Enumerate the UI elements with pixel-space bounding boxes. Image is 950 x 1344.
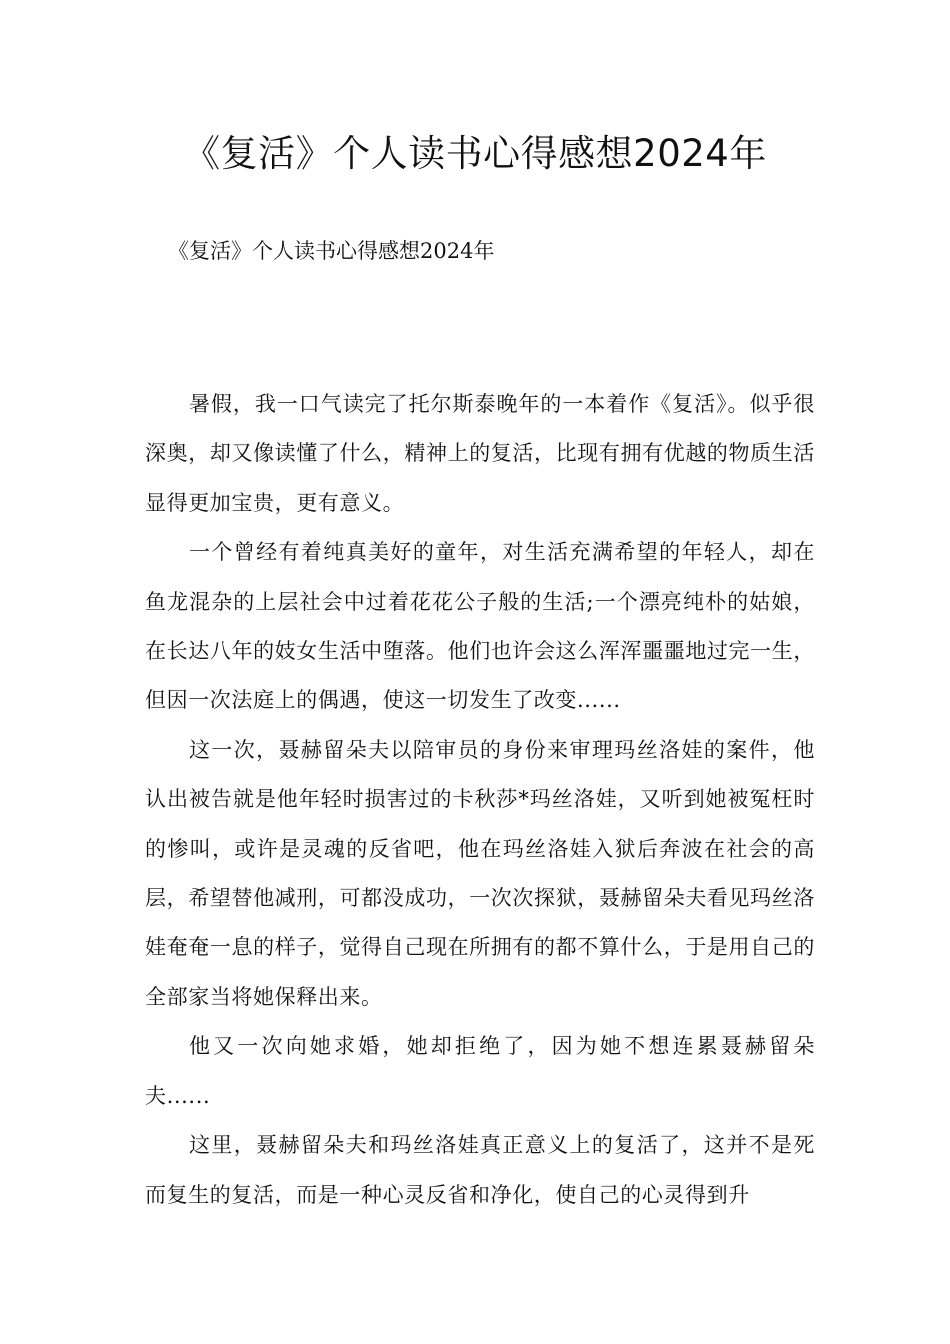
paragraph-3: 这一次，聂赫留朵夫以陪审员的身份来审理玛丝洛娃的案件，他认出被告就是他年轻时损害过的卡秋莎*玛丝洛娃，又听到她被冤枉时的惨叫，或许是灵魂的反省吧，他在玛丝洛娃入狱后奔波在社会的高层，希望替他减刑，可都没成功，一次次探狱，聂赫留朵夫看见玛丝洛娃奄奄一息的样子，觉得自己现在所拥有的都不算什么，于是用自己的全部家当将她保释出来。 [145, 737, 815, 1009]
document-title: 《复活》个人读书心得感想2024年 [183, 132, 767, 175]
paragraph-1: 暑假，我一口气读完了托尔斯泰晚年的一本着作《复活》。似乎很深奥，却又像读懂了什么，精神上的复活，比现有拥有优越的物质生活显得更加宝贵，更有意义。 [145, 392, 815, 515]
paragraph-4: 他又一次向她求婚，她却拒绝了，因为她不想连累聂赫留朵夫...... [145, 1034, 815, 1108]
paragraph-2: 一个曾经有着纯真美好的童年，对生活充满希望的年轻人，却在鱼龙混杂的上层社会中过着花花公子般的生活;一个漂亮纯朴的姑娘，在长达八年的妓女生活中堕落。他们也许会这么浑浑噩噩地过完一生，但因一次法庭上的偶遇，使这一切发生了改变...... [145, 540, 815, 713]
document-subtitle: 《复活》个人读书心得感想2024年 [168, 239, 495, 263]
paragraph-5: 这里，聂赫留朵夫和玛丝洛娃真正意义上的复活了，这并不是死而复生的复活，而是一种心灵反省和净化，使自己的心灵得到升 [145, 1133, 815, 1207]
document-body [145, 380, 815, 1220]
